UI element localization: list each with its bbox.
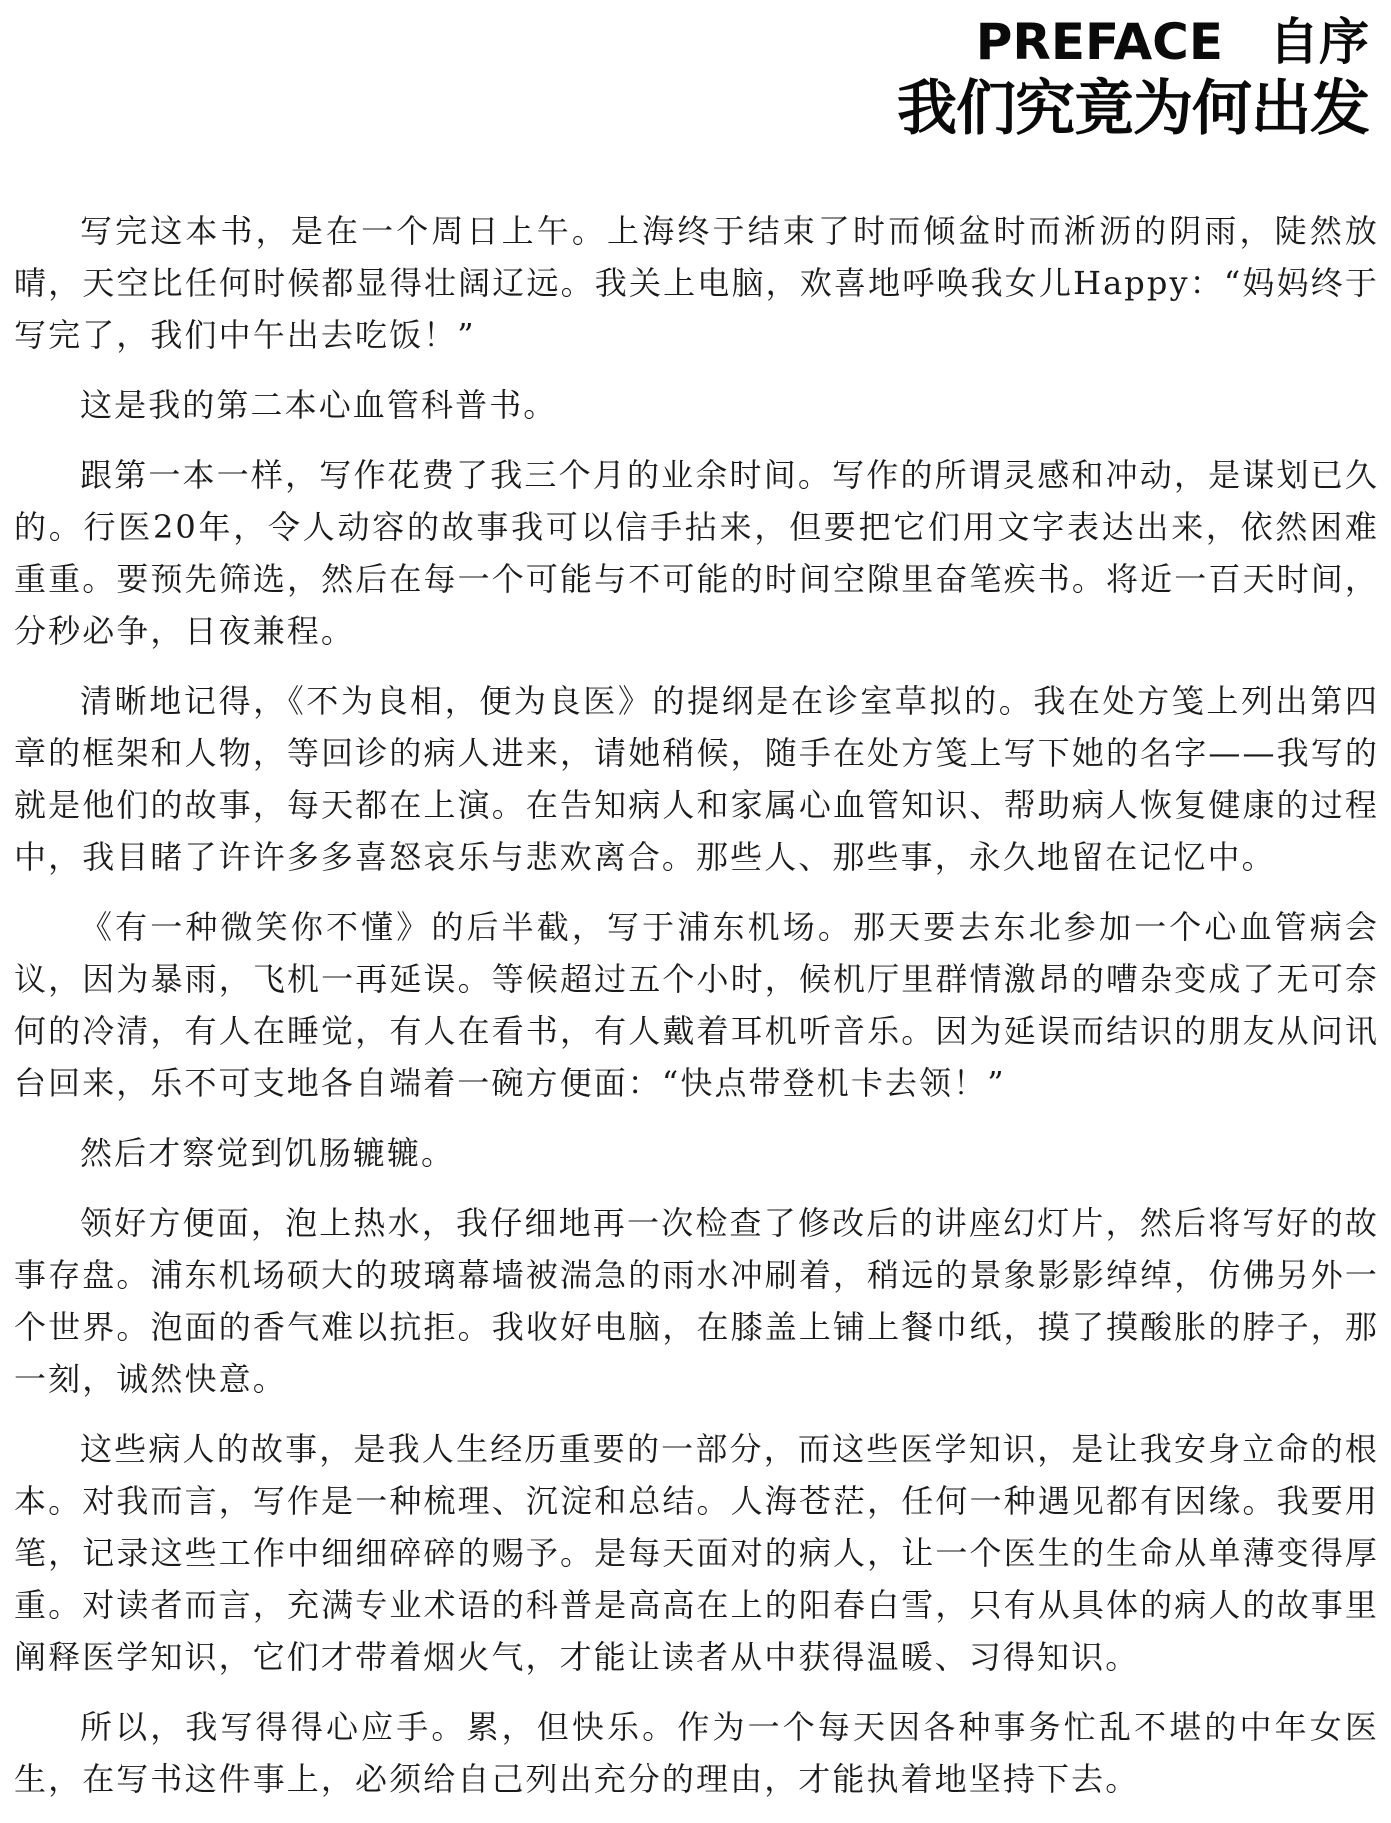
preface-body [14,205,1379,1823]
paragraph-4: 清晰地记得，《不为良相，便为良医》的提纲是在诊室草拟的。我在处方笺上列出第四章的框架和人物，等回诊的病人进来，请她稍候，随手在处方笺上写下她的名字——我写的就是他们的故事，每天都在上演。在告知病人和家属心血管知识、帮助病人恢复健康的过程中，我目睹了许许多多喜怒哀乐与悲欢离合。那些人、那些事，永久地留在记忆中。 [14,682,1379,876]
paragraph-9: 所以，我写得得心应手。累，但快乐。作为一个每天因各种事务忙乱不堪的中年女医生，在写书这件事上，必须给自己列出充分的理由，才能执着地坚持下去。 [14,1708,1379,1798]
header-label-line [897,10,1369,74]
preface-label-cn: 自序 [1269,13,1369,71]
paragraph-1: 写完这本书，是在一个周日上午。上海终于结束了时而倾盆时而淅沥的阴雨，陡然放晴，天空比任何时候都显得壮阔辽远。我关上电脑，欢喜地呼唤我女儿Happy：“妈妈终于写完了，我们中午出去吃饭！” [14,212,1379,354]
preface-label-en: PREFACE [975,13,1223,71]
chapter-title: 我们究竟为何出发 [897,74,1369,144]
paragraph-2: 这是我的第二本心血管科普书。 [80,386,558,424]
paragraph-6: 然后才察觉到饥肠辘辘。 [80,1134,456,1172]
paragraph-8: 这些病人的故事，是我人生经历重要的一部分，而这些医学知识，是让我安身立命的根本。对我而言，写作是一种梳理、沉淀和总结。人海苍茫，任何一种遇见都有因缘。我要用笔，记录这些工作中细细碎碎的赐予。是每天面对的病人，让一个医生的生命从单薄变得厚重。对读者而言，充满专业术语的科普是高高在上的阳春白雪，只有从具体的病人的故事里阐释医学知识，它们才带着烟火气，才能让读者从中获得温暖、习得知识。 [14,1430,1379,1676]
paragraph-5: 《有一种微笑你不懂》的后半截，写于浦东机场。那天要去东北参加一个心血管病会议，因为暴雨，飞机一再延误。等候超过五个小时，候机厅里群情激昂的嘈杂变成了无可奈何的冷清，有人在睡觉，有人在看书，有人戴着耳机听音乐。因为延误而结识的朋友从问讯台回来，乐不可支地各自端着一碗方便面：“快点带登机卡去领！” [14,908,1379,1102]
paragraph-7: 领好方便面，泡上热水，我仔细地再一次检查了修改后的讲座幻灯片，然后将写好的故事存盘。浦东机场硕大的玻璃幕墙被湍急的雨水冲刷着，稍远的景象影影绰绰，仿佛另外一个世界。泡面的香气难以抗拒。我收好电脑，在膝盖上铺上餐巾纸，摸了摸酸胀的脖子，那一刻，诚然快意。 [14,1204,1379,1398]
paragraph-3: 跟第一本一样，写作花费了我三个月的业余时间。写作的所谓灵感和冲动，是谋划已久的。行医20年，令人动容的故事我可以信手拈来，但要把它们用文字表达出来，依然困难重重。要预先筛选，然后在每一个可能与不可能的时间空隙里奋笔疾书。将近一百天时间，分秒必争，日夜兼程。 [14,456,1379,650]
chapter-header [897,10,1369,144]
